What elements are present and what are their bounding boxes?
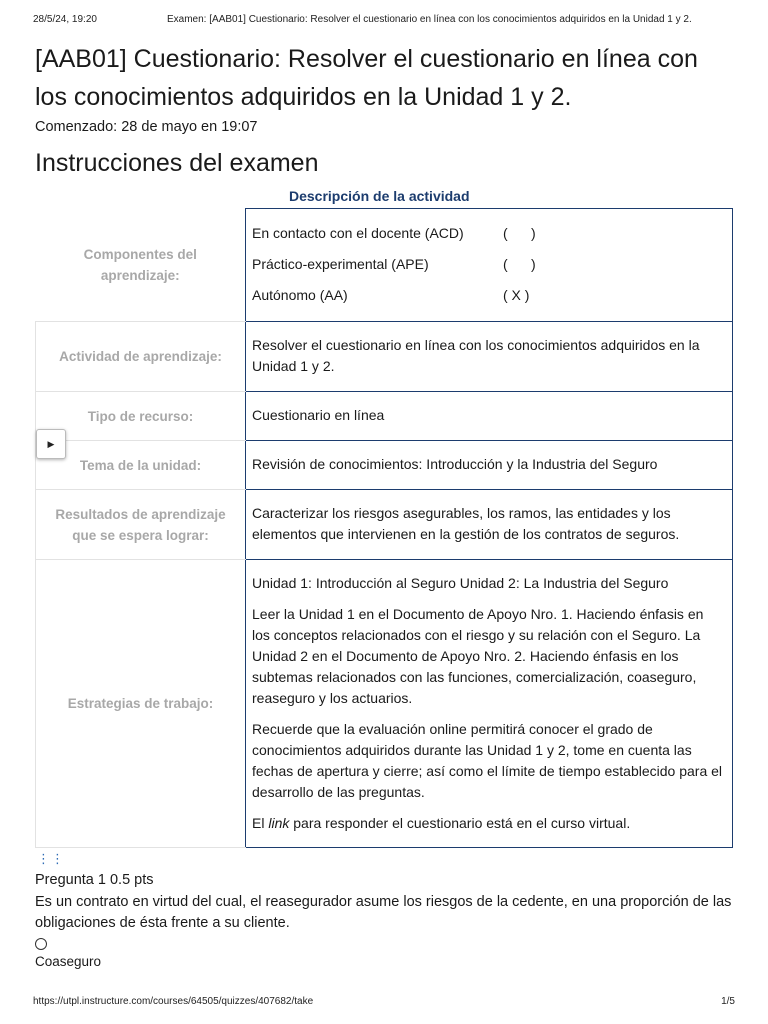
instructions-heading: Instrucciones del examen (35, 149, 319, 177)
table-row (36, 322, 733, 392)
strategies-label: Estrategias de trabajo: (36, 560, 246, 848)
strategies-reading: Leer la Unidad 1 en el Documento de Apoyo Nro. 1. Haciendo énfasis en los conceptos relacionados con el riesgo y su relación con el Seguro. La Unidad 2 en el Documento de Apoyo Nro. 2. Haciendo énfasis en los subtemas relacionados con las funciones, comercialización, coaseguro, reaseguro y los actuarios. (252, 605, 704, 706)
link-note-suffix: para responder el cuestionario está en el curso virtual. (293, 814, 631, 831)
activity-table (35, 208, 733, 848)
resource-type-value: Cuestionario en línea (246, 392, 733, 441)
link-note-word: link (268, 814, 290, 831)
strategies-reminder: Recuerde que la evaluación online permitirá conocer el grado de conocimientos adquiridos durante las Unidad 1 y 2, tome en cuenta las fechas de apertura y cierre; así como el límite de tiempo establecido para el desarrollo de las preguntas. (252, 720, 723, 800)
question-text: Es un contrato en virtud del cual, el reasegurador asume los riesgos de la cedente, en una proporción de las obligaciones de ésta frente a su cliente. (35, 894, 732, 931)
table-row (36, 560, 733, 848)
table-row (36, 441, 733, 490)
components-label: Componentes del aprendizaje: (36, 209, 246, 322)
answer-option-label[interactable]: Coaseguro (35, 954, 102, 969)
strategies-units: Unidad 1: Introducción al Seguro Unidad 2: La Industria del Seguro (252, 574, 669, 591)
components-cell (246, 209, 733, 322)
outcomes-value: Caracterizar los riesgos asegurables, los ramos, las entidades y los elementos que intervienen en la gestión de los contratos de seguros. (246, 490, 733, 560)
question-header: Pregunta 1 0.5 pts (35, 872, 154, 888)
learning-activity-value: Resolver el cuestionario en línea con los conocimientos adquiridos en la Unidad 1 y 2. (246, 322, 733, 392)
activity-description-caption: Descripción de la actividad (289, 188, 470, 204)
page-url: https://utpl.instructure.com/courses/64505/quizzes/407682/take (33, 996, 314, 1007)
component-mark: ( ) (503, 225, 536, 241)
play-icon: ▶ (47, 438, 55, 449)
unit-topic-value: Revisión de conocimientos: Introducción y la Industria del Seguro (246, 441, 733, 490)
component-aa (252, 280, 723, 311)
print-header (33, 14, 735, 30)
component-ape (252, 249, 723, 280)
drag-handle-icon[interactable]: ⋮⋮ (37, 851, 65, 866)
strategies-link-note (252, 813, 723, 834)
component-mark: ( ) (503, 256, 536, 272)
component-label: Autónomo (AA) (252, 287, 348, 303)
component-mark: ( X ) (503, 287, 530, 303)
table-row (36, 209, 733, 322)
component-label: Práctico-experimental (APE) (252, 256, 429, 272)
unit-topic-label: Tema de la unidad: (36, 441, 246, 490)
started-timestamp: Comenzado: 28 de mayo en 19:07 (35, 119, 258, 135)
strategies-cell (246, 560, 733, 848)
component-label: En contacto con el docente (ACD) (252, 225, 464, 241)
play-button[interactable] (36, 429, 66, 459)
radio-unchecked-icon[interactable] (35, 938, 47, 950)
outcomes-label: Resultados de aprendizaje que se espera lograr: (36, 490, 246, 560)
page-title: [AAB01] Cuestionario: Resolver el cuestionario en línea con los conocimientos adquiridos en la Unidad 1 y 2. (35, 45, 698, 111)
link-note-prefix: El (252, 814, 265, 831)
component-acd (252, 218, 723, 249)
resource-type-label: Tipo de recurso: (36, 392, 246, 441)
page-number: 1/5 (721, 996, 735, 1007)
table-row (36, 490, 733, 560)
print-page-title: Examen: [AAB01] Cuestionario: Resolver el cuestionario en línea con los conocimientos adquiridos en la Unidad 1 y 2. (167, 14, 692, 25)
print-footer (33, 996, 735, 1010)
table-row (36, 392, 733, 441)
learning-activity-label: Actividad de aprendizaje: (36, 322, 246, 392)
print-datetime: 28/5/24, 19:20 (33, 14, 97, 25)
